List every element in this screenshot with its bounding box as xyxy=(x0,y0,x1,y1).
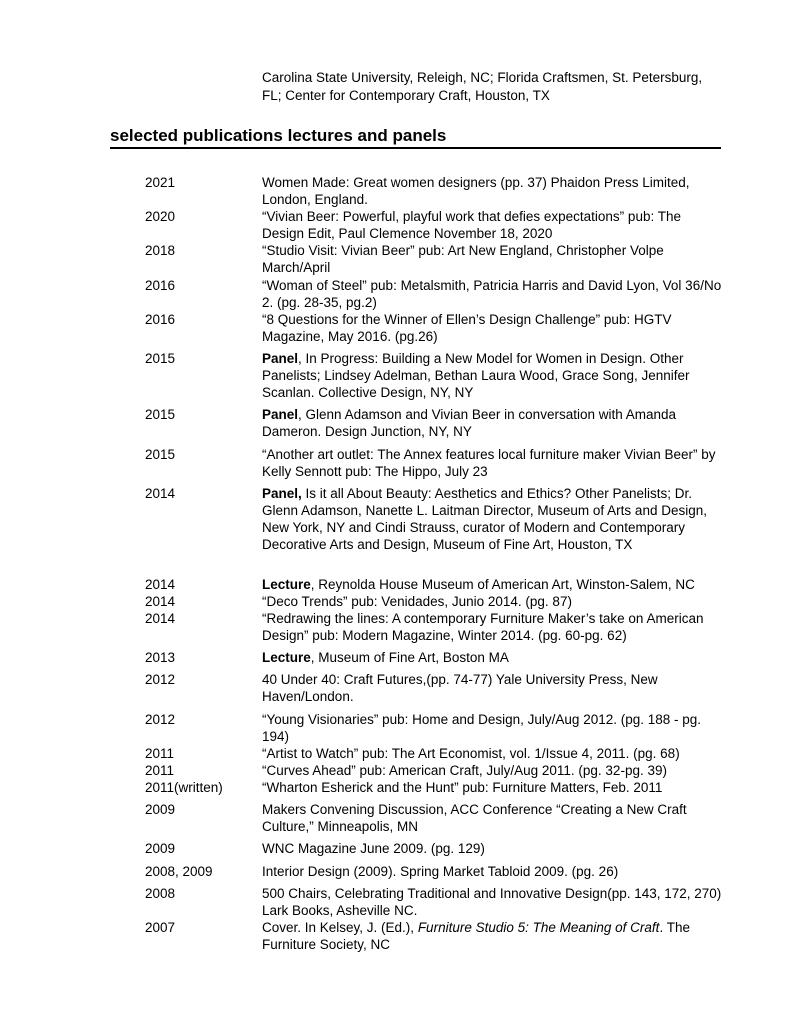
entry-text: 500 Chairs, Celebrating Traditional and Innovative Design(pp. 143, 172, 270) Lark Books, Asheville NC. xyxy=(262,886,722,918)
entry-year: 2011 xyxy=(145,763,175,778)
entry-text xyxy=(262,485,722,553)
entry-text-body: , In Progress: Building a New Model for Women in Design. Other Panelists; Lindsey Adelman, Bethan Laura Wood, Grace Song, Jennifer Scanlan. Collective Design, NY, NY xyxy=(262,351,690,400)
entry-text: Interior Design (2009). Spring Market Tabloid 2009. (pg. 26) xyxy=(262,864,619,879)
entry-text: “Wharton Esherick and the Hunt” pub: Furniture Matters, Feb. 2011 xyxy=(262,780,663,795)
entry-year: 2011 xyxy=(145,746,175,761)
entry-year: 2014 xyxy=(145,577,176,592)
entry-year: 2009 xyxy=(145,802,176,817)
intro-text: Carolina State University, Releigh, NC; Florida Craftsmen, St. Petersburg, FL; Center for Contemporary Craft, Houston, TX xyxy=(262,70,703,103)
entry-year: 2009 xyxy=(145,841,176,856)
entry-year: 2012 xyxy=(145,672,176,687)
entry-year: 2013 xyxy=(145,650,176,665)
entry-bold-label: Panel xyxy=(262,407,299,422)
entry-year: 2018 xyxy=(145,243,176,258)
entry-bold-label: Lecture xyxy=(262,577,311,592)
entry-year: 2016 xyxy=(145,278,176,293)
entry-text: WNC Magazine June 2009. (pg. 129) xyxy=(262,841,485,856)
entry-year: 2021 xyxy=(145,175,176,190)
entry-year: 2014 xyxy=(145,486,176,501)
entry-text: “8 Questions for the Winner of Ellen’s Design Challenge” pub: HGTV Magazine, May 2016. (pg.26) xyxy=(262,312,672,344)
entry-year: 2014 xyxy=(145,611,176,626)
entry-year: 2014 xyxy=(145,594,176,609)
entry-year: 2015 xyxy=(145,447,176,462)
entry-year: 2011(written) xyxy=(145,780,223,795)
section-heading: selected publications lectures and panels xyxy=(110,126,721,149)
entry-text-body: , Glenn Adamson and Vivian Beer in conversation with Amanda Dameron. Design Junction, NY, NY xyxy=(262,407,677,439)
entry-year: 2007 xyxy=(145,920,176,935)
entry-text xyxy=(262,649,722,666)
entry-text xyxy=(262,350,722,401)
entry-year: 2008, 2009 xyxy=(145,864,213,879)
entry-text: “Woman of Steel” pub: Metalsmith, Patricia Harris and David Lyon, Vol 36/No 2. (pg. 28-35, pg.2) xyxy=(262,278,722,310)
entry-text: “Another art outlet: The Annex features local furniture maker Vivian Beer” by Kelly Sennott pub: The Hippo, July 23 xyxy=(262,447,716,479)
entry-bold-label: Panel xyxy=(262,351,299,366)
entry-italic-title: Furniture Studio 5: The Meaning of Craft xyxy=(417,920,660,935)
entry-text-tail: . The Furniture Society, NC xyxy=(262,920,690,952)
entry-text xyxy=(262,919,722,953)
entry-text: Women Made: Great women designers (pp. 37) Phaidon Press Limited, London, England. xyxy=(262,175,690,207)
entry-bold-label: Panel, xyxy=(262,486,302,501)
entry-text-body: Is it all About Beauty: Aesthetics and Ethics? Other Panelists; Dr. Glenn Adamson, Nanette L. Laitman Director, Museum of Arts and Design, New York, NY and Cindi Strauss, curator of Modern and Contemporary Decorative Arts and Design, Museum of Fine Art, Houston, TX xyxy=(262,486,707,552)
entry-year: 2020 xyxy=(145,209,176,224)
entry-text: “Young Visionaries” pub: Home and Design, July/Aug 2012. (pg. 188 - pg. 194) xyxy=(262,712,702,744)
entry-text-body: , Museum of Fine Art, Boston MA xyxy=(310,650,509,665)
entry-year: 2012 xyxy=(145,712,176,727)
entry-text: “Artist to Watch” pub: The Art Economist, vol. 1/Issue 4, 2011. (pg. 68) xyxy=(262,746,680,761)
entry-text: “Studio Visit: Vivian Beer” pub: Art New England, Christopher Volpe March/April xyxy=(262,243,664,275)
entry-year: 2008 xyxy=(145,886,176,901)
entry-bold-label: Lecture xyxy=(262,650,311,665)
entry-text: “Vivian Beer: Powerful, playful work that defies expectations” pub: The Design Edit, Paul Clemence November 18, 2020 xyxy=(262,209,681,241)
entry-text: 40 Under 40: Craft Futures,(pp. 74-77) Yale University Press, New Haven/London. xyxy=(262,672,658,704)
entry-text: “Deco Trends” pub: Venidades, Junio 2014. (pg. 87) xyxy=(262,594,572,609)
entry-text xyxy=(262,576,722,593)
entry-text: “Redrawing the lines: A contemporary Furniture Maker’s take on American Design” pub: Modern Magazine, Winter 2014. (pg. 60-pg. 62) xyxy=(262,611,704,643)
entry-year: 2015 xyxy=(145,351,176,366)
entry-text-body: Cover. In Kelsey, J. (Ed.), xyxy=(262,920,418,935)
entry-text xyxy=(262,406,722,440)
entry-text: “Curves Ahead” pub: American Craft, July/Aug 2011. (pg. 32-pg. 39) xyxy=(262,763,667,778)
entry-text: Makers Convening Discussion, ACC Conference “Creating a New Craft Culture,” Minneapolis, MN xyxy=(262,802,687,834)
entry-text-body: , Reynolda House Museum of American Art, Winston-Salem, NC xyxy=(310,577,695,592)
entry-year: 2016 xyxy=(145,312,176,327)
entry-year: 2015 xyxy=(145,407,176,422)
